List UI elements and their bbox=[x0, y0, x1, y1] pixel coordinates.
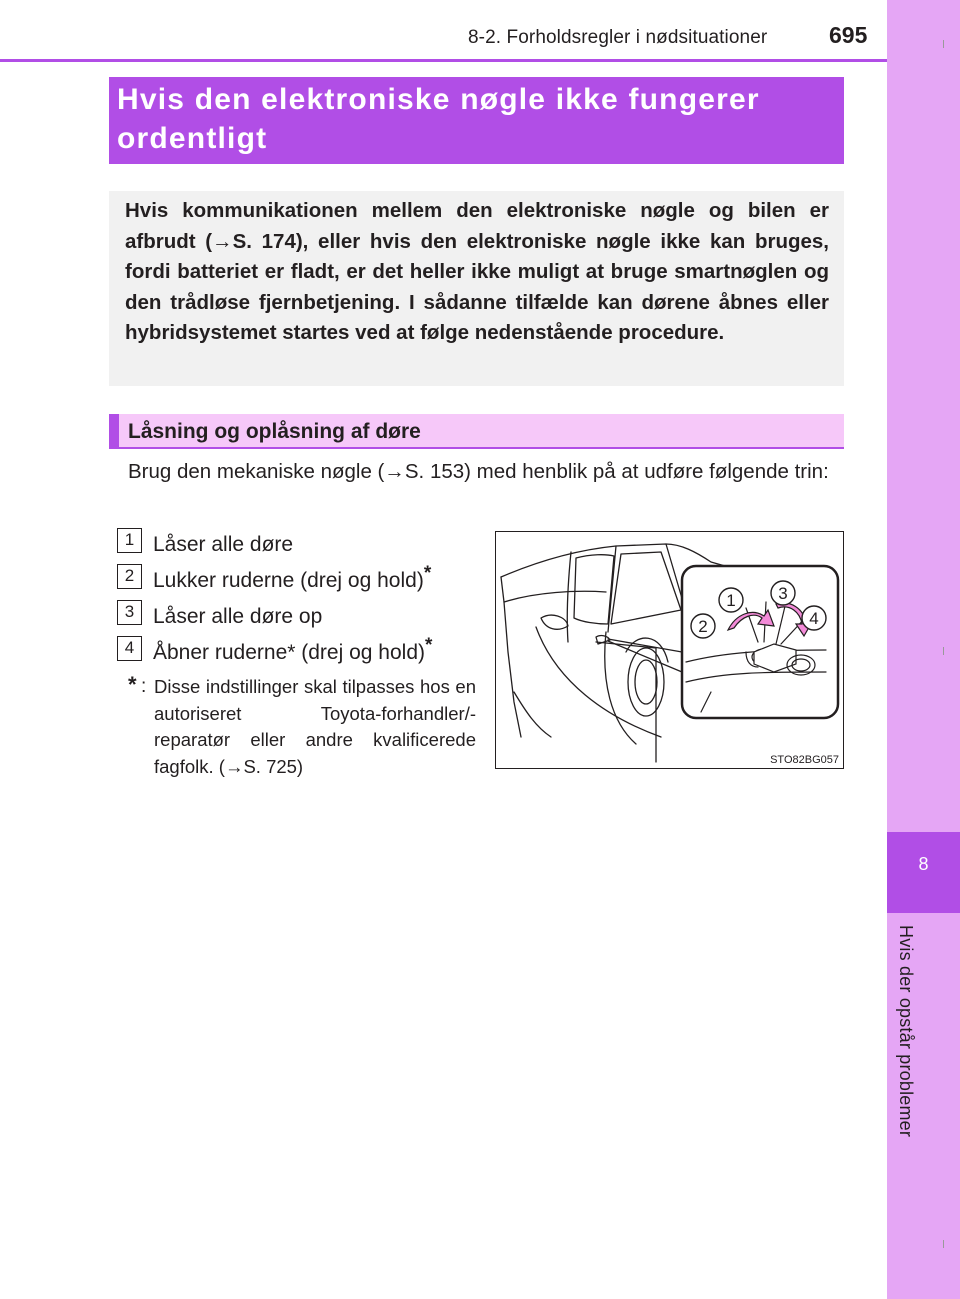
illustration-code: STO82BG057 bbox=[770, 754, 839, 766]
footnote-separator: : bbox=[141, 676, 147, 697]
step-label: Låser alle døre bbox=[153, 533, 294, 556]
footnote-text: Disse indstillinger skal tilpasses hos en autoriseret Toyota-forhandler/-reparatør eller andre kvalificerede fagfolk. (→S. 725) bbox=[154, 676, 476, 777]
callout-label: 1 bbox=[726, 591, 736, 610]
crop-mark bbox=[943, 647, 944, 655]
chapter-title: Hvis der opstår problemer bbox=[896, 925, 916, 1138]
crop-mark bbox=[943, 40, 944, 48]
car-door-key-drawing bbox=[496, 532, 842, 767]
running-header-section: 8-2. Forholdsregler i nødsituationer bbox=[468, 27, 768, 48]
callout-label: 3 bbox=[778, 584, 788, 603]
section-body: Brug den mekaniske nøgle (→S. 153) med henblik på at udføre følgende trin: bbox=[128, 460, 829, 483]
footnote-mark: * bbox=[128, 672, 137, 697]
step-number: 2 bbox=[117, 564, 142, 589]
step-number: 3 bbox=[117, 600, 142, 625]
page-number: 695 bbox=[829, 22, 868, 48]
section-header-accent bbox=[109, 414, 119, 449]
chapter-number: 8 bbox=[918, 854, 929, 874]
intro-text: Hvis kommunikationen mellem den elektroniske nøgle og bilen er afbrudt (→S. 174), eller hvis den elektroniske nøgle ikke kan bruges, fordi batteriet er fladt, er det heller ikke muligt at bruge smartnøglen og den trådløse fjernbetjening. I sådanne tilfælde kan dørene åbnes eller hybridsystemet startes ved at følge nedenstående procedure. bbox=[125, 199, 829, 345]
callout-label: 4 bbox=[809, 609, 819, 628]
magnified-view bbox=[682, 566, 838, 718]
section-title: Låsning og oplåsning af døre bbox=[128, 420, 421, 443]
step-label: Lukker ruderne (drej og hold)* bbox=[153, 563, 432, 592]
crop-mark bbox=[943, 1240, 944, 1248]
header-rule bbox=[0, 59, 887, 62]
step-number: 1 bbox=[117, 528, 142, 553]
callout-label: 2 bbox=[698, 617, 708, 636]
page-title: Hvis den elektroniske nøgle ikke fungerer ordentligt bbox=[117, 83, 760, 155]
door-lock-illustration bbox=[495, 531, 844, 769]
step-label: Låser alle døre op bbox=[153, 605, 323, 628]
step-label: Åbner ruderne* (drej og hold)* bbox=[153, 635, 433, 664]
step-number: 4 bbox=[117, 636, 142, 661]
